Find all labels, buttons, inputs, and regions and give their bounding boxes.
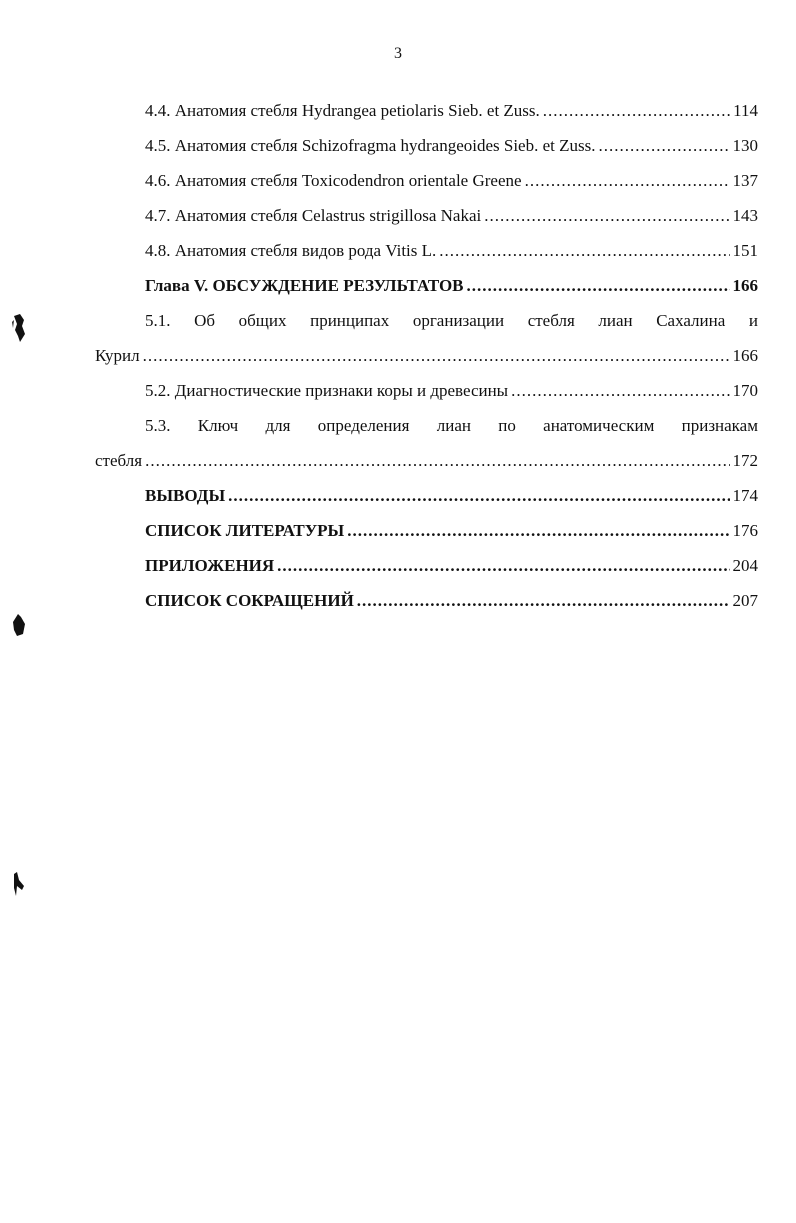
toc-entry-page: 176 (732, 521, 758, 540)
toc-entry-page: 207 (732, 591, 758, 610)
toc-entry-page: 204 (732, 556, 758, 575)
dot-leader (467, 268, 730, 303)
toc-entry (0, 373, 796, 408)
toc-entry-title: Глава V. ОБСУЖДЕНИЕ РЕЗУЛЬТАТОВ (145, 276, 464, 295)
toc-entry-title-cont: Курил (95, 346, 140, 365)
toc-entry-line1 (0, 408, 796, 443)
toc-entry-title: СПИСОК СОКРАЩЕНИЙ (145, 591, 354, 610)
toc-entry (0, 233, 796, 268)
toc-entry-page: 151 (732, 241, 758, 260)
toc-entry-title: ВЫВОДЫ (145, 486, 226, 505)
toc-entry-title-cont: стебля (95, 451, 143, 470)
dot-leader (598, 128, 729, 163)
dot-leader (525, 163, 730, 198)
dot-leader (543, 93, 730, 128)
toc-entry-title: 4.4. Анатомия стебля Hydrangea petiolaris Sieb. et Zuss. (145, 101, 540, 120)
toc-chapter-entry (0, 268, 796, 303)
toc-entry (0, 163, 796, 198)
scan-mark-ink-blot (8, 868, 30, 902)
dot-leader (511, 373, 729, 408)
toc-section-entry (0, 513, 796, 548)
toc-entry-line2 (0, 338, 796, 373)
toc-entry (0, 93, 796, 128)
dot-leader (347, 513, 729, 548)
toc-entry (0, 128, 796, 163)
toc-entry-title: ПРИЛОЖЕНИЯ (145, 556, 275, 575)
toc-entry-title: 4.7. Анатомия стебля Celastrus strigillosa Nakai (145, 206, 482, 225)
toc-entry-title: 4.6. Анатомия стебля Toxicodendron orientale Greene (145, 171, 522, 190)
toc-section-entry (0, 478, 796, 513)
toc-entry-page: 130 (732, 136, 758, 155)
toc-entry-page: 172 (732, 451, 758, 470)
toc-entry-title: 5.1. Об общих принципах организации стебля лиан Сахалина и (145, 311, 758, 330)
toc-section-entry (0, 548, 796, 583)
toc-section-entry (0, 583, 796, 618)
toc-entry-page: 166 (732, 346, 758, 365)
dot-leader (228, 478, 729, 513)
dot-leader (439, 233, 729, 268)
toc-entry-title: СПИСОК ЛИТЕРАТУРЫ (145, 521, 345, 540)
toc-entry-page: 137 (732, 171, 758, 190)
toc-entry-title: 4.5. Анатомия стебля Schizofragma hydrangeoides Sieb. et Zuss. (145, 136, 596, 155)
page-number: 3 (394, 45, 402, 62)
toc-entry-page: 143 (732, 206, 758, 225)
dot-leader (357, 583, 730, 618)
toc-entry (0, 198, 796, 233)
toc-entry-title: 4.8. Анатомия стебля видов рода Vitis L. (145, 241, 437, 260)
dot-leader (277, 548, 729, 583)
dot-leader (145, 443, 729, 478)
toc-entry-title: 5.3. Ключ для определения лиан по анатомическим признакам (145, 416, 758, 435)
toc-entry-page: 174 (732, 486, 758, 505)
toc-entry-line2 (0, 443, 796, 478)
toc-entry-page: 170 (732, 381, 758, 400)
dot-leader (484, 198, 729, 233)
toc-entry-title: 5.2. Диагностические признаки коры и древесины (145, 381, 509, 400)
toc-entry-page: 114 (733, 101, 758, 120)
toc-entry-page: 166 (732, 276, 758, 295)
toc-entry-line1 (0, 303, 796, 338)
table-of-contents (0, 93, 796, 618)
dot-leader (143, 338, 730, 373)
